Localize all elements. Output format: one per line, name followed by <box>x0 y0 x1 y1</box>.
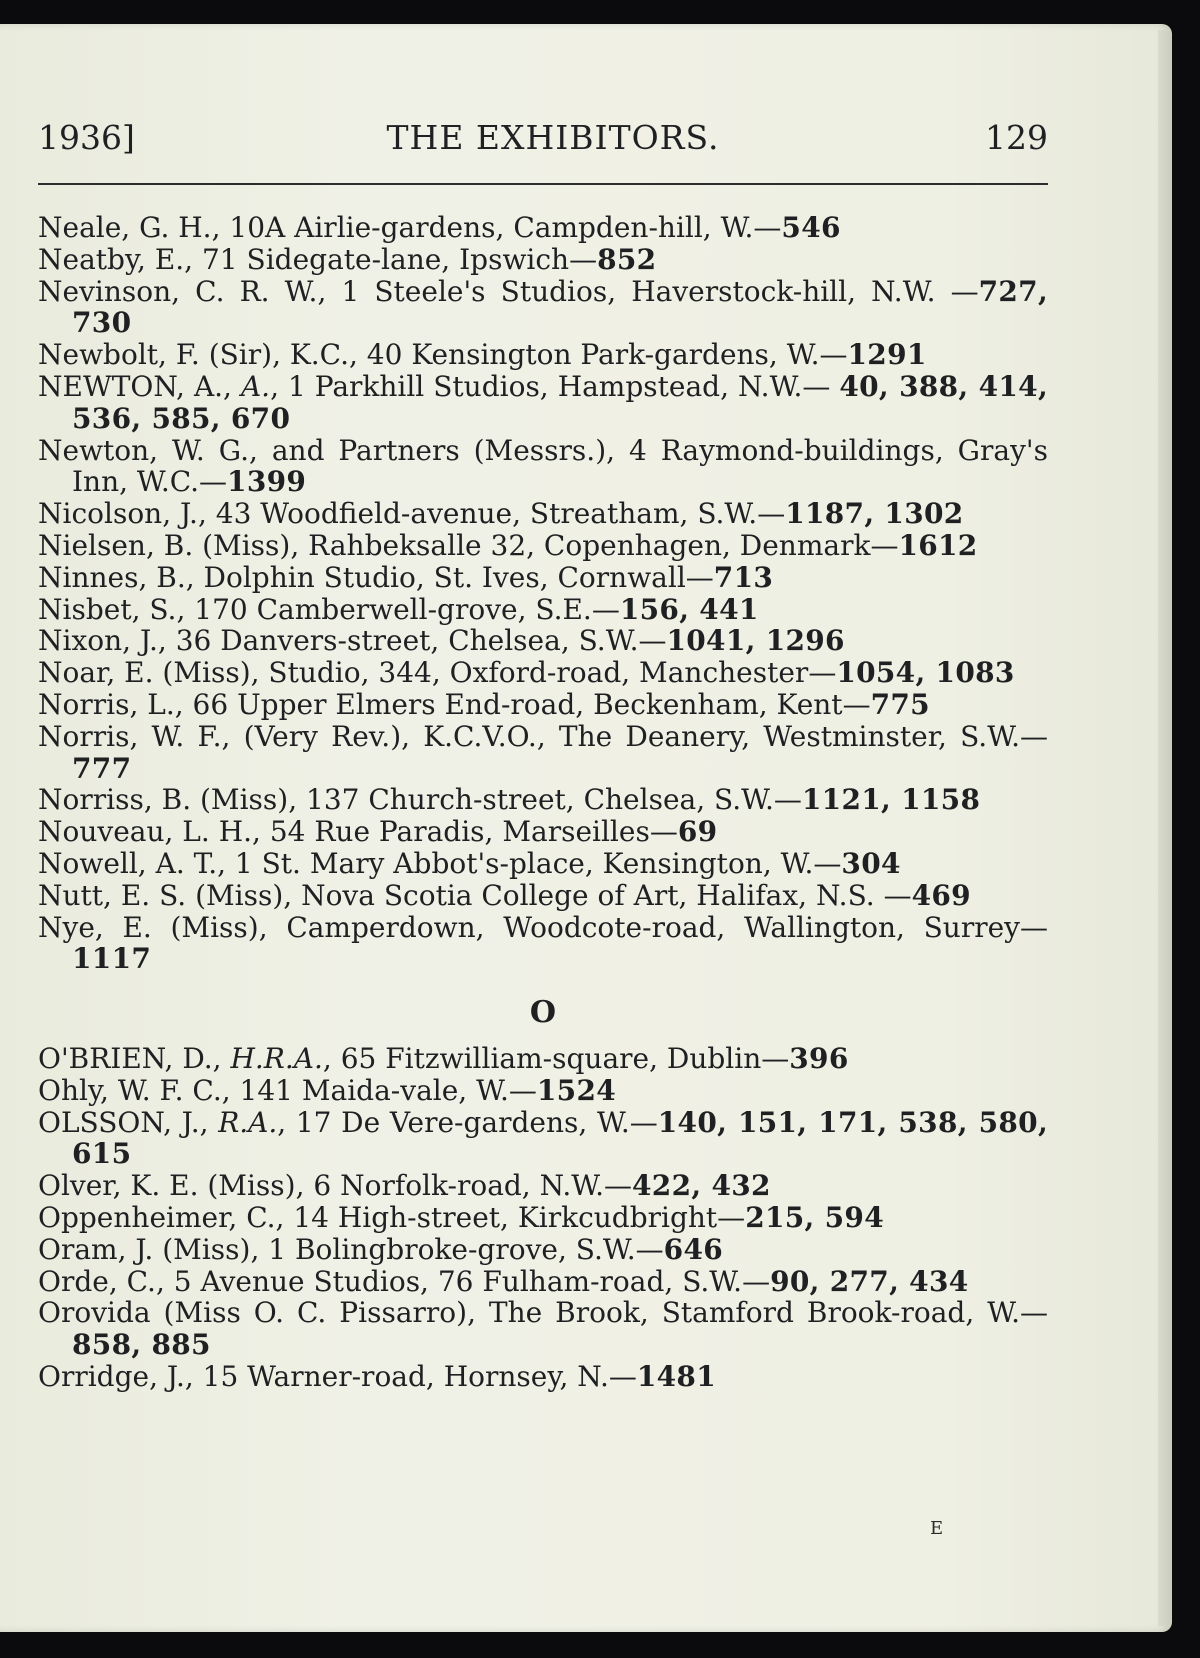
exhibitor-entry <box>38 1170 1048 1202</box>
exhibitor-entry <box>38 594 1048 626</box>
entry-catalogue-numbers: 90, 277, 434 <box>770 1264 969 1298</box>
entry-catalogue-numbers: 1481 <box>636 1359 716 1393</box>
section-n-entries <box>38 212 1048 975</box>
entry-catalogue-numbers: 469 <box>911 878 971 912</box>
entry-catalogue-numbers: 156, 441 <box>619 592 759 626</box>
entry-honour: A. <box>240 369 271 403</box>
exhibitor-entry <box>38 721 1048 785</box>
entry-address: Nixon, J., 36 Danvers-street, Chelsea, S.W.— <box>38 624 667 658</box>
entry-catalogue-numbers: 646 <box>663 1232 724 1266</box>
entry-address: Nowell, A. T., 1 St. Mary Abbot's-place, Kensington, W.— <box>38 846 842 880</box>
entry-catalogue-numbers: 727, 730 <box>72 274 1048 340</box>
running-header <box>38 118 1048 168</box>
entry-catalogue-numbers: 546 <box>781 211 841 244</box>
page-title: THE EXHIBITORS. <box>386 118 720 157</box>
entry-address: Orde, C., 5 Avenue Studios, 76 Fulham-road, S.W.— <box>38 1264 771 1298</box>
exhibitor-entry <box>38 1234 1048 1266</box>
exhibitor-entry <box>38 244 1048 276</box>
entry-address: Olver, K. E. (Miss), 6 Norfolk-road, N.W.— <box>38 1169 633 1203</box>
entry-address: , 65 Fitzwilliam-square, Dublin— <box>322 1041 790 1075</box>
entry-address: Nouveau, L. H., 54 Rue Paradis, Marseilles— <box>38 815 678 849</box>
entry-address: Oppenheimer, C., 14 High-street, Kirkcudbright— <box>38 1200 746 1234</box>
exhibitor-entry <box>38 1107 1048 1171</box>
entry-address: Norris, W. F., (Very Rev.), K.C.V.O., The Deanery, Westminster, S.W.— <box>38 719 1048 753</box>
exhibitor-entry <box>38 530 1048 562</box>
entry-catalogue-numbers: 140, 151, 171, 538, 580, 615 <box>72 1105 1048 1171</box>
entry-catalogue-numbers: 1121, 1158 <box>801 783 981 817</box>
entry-honour: R.A. <box>218 1105 278 1139</box>
entry-address: Ninnes, B., Dolphin Studio, St. Ives, Cornwall— <box>38 560 714 594</box>
exhibitor-entry <box>38 562 1048 594</box>
entry-catalogue-numbers: 1117 <box>72 942 152 976</box>
entry-catalogue-numbers: 215, 594 <box>745 1200 884 1234</box>
entry-address: Nicolson, J., 43 Woodfield-avenue, Streatham, S.W.— <box>38 497 786 531</box>
entry-address: Newton, W. G., and Partners (Messrs.), 4 Raymond-buildings, Gray's Inn, W.C.— <box>38 433 1048 499</box>
entry-address: Noar, E. (Miss), Studio, 344, Oxford-road, Manchester— <box>38 656 837 690</box>
entry-address: Neatby, E., 71 Sidegate-lane, Ipswich— <box>38 242 598 276</box>
entry-address: Orridge, J., 15 Warner-road, Hornsey, N.— <box>38 1359 637 1393</box>
entry-catalogue-numbers: 1399 <box>227 465 307 499</box>
page-number: 129 <box>985 118 1048 157</box>
entry-catalogue-numbers: 422, 432 <box>632 1169 771 1203</box>
entry-catalogue-numbers: 858, 885 <box>72 1328 211 1362</box>
exhibitor-entry <box>38 1266 1048 1298</box>
entry-catalogue-numbers: 1054, 1083 <box>836 656 1015 690</box>
entry-address: Ohly, W. F. C., 141 Maida-vale, W.— <box>38 1073 537 1107</box>
entry-catalogue-numbers: 713 <box>713 560 774 594</box>
entry-catalogue-numbers: 1187, 1302 <box>785 497 964 531</box>
entry-catalogue-numbers: 1041, 1296 <box>666 624 845 658</box>
entry-address: Oram, J. (Miss), 1 Bolingbroke-grove, S.W.— <box>38 1232 664 1266</box>
exhibitor-entry <box>38 912 1048 976</box>
exhibitor-entry <box>38 371 1048 435</box>
entry-name: OLSSON, J., <box>38 1105 219 1139</box>
exhibitor-entry <box>38 1202 1048 1234</box>
exhibitor-entry <box>38 657 1048 689</box>
entry-catalogue-numbers: 852 <box>597 242 657 276</box>
exhibitor-entry <box>38 1043 1048 1075</box>
entry-address: , 17 De Vere-gardens, W.— <box>277 1105 658 1139</box>
entry-catalogue-numbers: 1524 <box>536 1073 617 1107</box>
header-year: 1936] <box>38 118 135 157</box>
entry-catalogue-numbers: 1612 <box>898 528 978 562</box>
entry-catalogue-numbers: 304 <box>841 846 901 880</box>
header-rule <box>38 183 1048 185</box>
page-edge <box>1158 30 1172 1626</box>
entry-catalogue-numbers: 777 <box>72 751 132 785</box>
exhibitor-entry <box>38 784 1048 816</box>
exhibitor-entry <box>38 1075 1048 1107</box>
section-letter: O <box>529 995 557 1031</box>
exhibitor-entry <box>38 276 1048 340</box>
entry-address: Norris, L., 66 Upper Elmers End-road, Beckenham, Kent— <box>38 687 871 721</box>
exhibitor-entry <box>38 212 1048 244</box>
entry-address: Nisbet, S., 170 Camberwell-grove, S.E.— <box>38 592 620 626</box>
exhibitor-entry <box>38 339 1048 371</box>
exhibitor-entry <box>38 1361 1048 1393</box>
exhibitor-entry <box>38 1297 1048 1361</box>
signature-mark: E <box>930 1518 944 1539</box>
exhibitor-list <box>38 212 1048 1393</box>
entry-catalogue-numbers: 396 <box>789 1041 849 1075</box>
entry-address: Nye, E. (Miss), Camperdown, Woodcote-road, Wallington, Surrey— <box>38 910 1048 944</box>
entry-address: , 1 Parkhill Studios, Hampstead, N.W.— <box>270 369 840 403</box>
entry-catalogue-numbers: 69 <box>677 815 718 849</box>
exhibitor-entry <box>38 498 1048 530</box>
exhibitor-entry <box>38 880 1048 912</box>
entry-name: NEWTON, A., <box>38 369 241 403</box>
entry-address: Nielsen, B. (Miss), Rahbeksalle 32, Copenhagen, Denmark— <box>38 528 899 562</box>
exhibitor-entry <box>38 848 1048 880</box>
exhibitor-entry <box>38 435 1048 499</box>
entry-address: Neale, G. H., 10A Airlie-gardens, Campden-hill, W.— <box>38 211 782 244</box>
entry-name: O'BRIEN, D., <box>38 1041 231 1075</box>
entry-address: Nutt, E. S. (Miss), Nova Scotia College of Art, Halifax, N.S. — <box>38 878 912 912</box>
entry-honour: H.R.A. <box>230 1041 323 1075</box>
exhibitor-entry <box>38 689 1048 721</box>
entry-catalogue-numbers: 40, 388, 414, 536, 585, 670 <box>72 369 1048 435</box>
entry-catalogue-numbers: 1291 <box>847 338 927 372</box>
entry-address: Orovida (Miss O. C. Pissarro), The Brook, Stamford Brook-road, W.— <box>38 1296 1048 1330</box>
section-o-entries <box>38 1043 1048 1393</box>
entry-catalogue-numbers: 775 <box>870 687 930 721</box>
exhibitor-entry <box>38 625 1048 657</box>
entry-address: Norriss, B. (Miss), 137 Church-street, Chelsea, S.W.— <box>38 783 802 817</box>
entry-address: Newbolt, F. (Sir), K.C., 40 Kensington Park-gardens, W.— <box>38 338 848 372</box>
exhibitor-entry <box>38 816 1048 848</box>
entry-address: Nevinson, C. R. W., 1 Steele's Studios, Haverstock-hill, N.W. — <box>38 274 979 308</box>
